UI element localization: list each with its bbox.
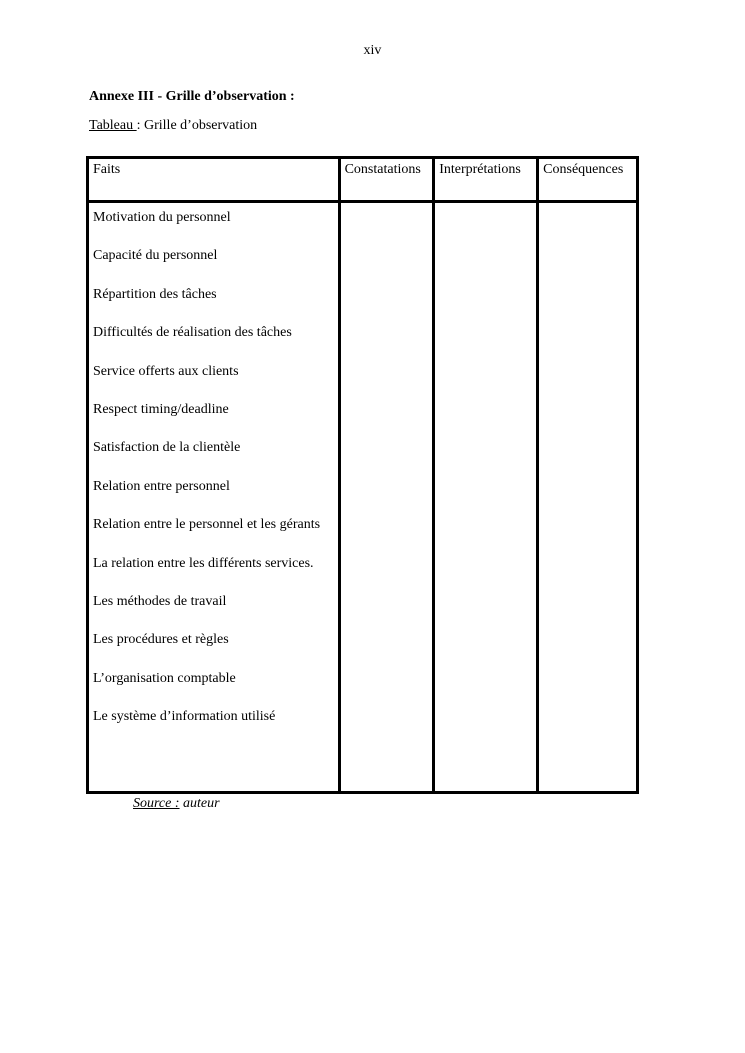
- source-label: Source :: [133, 796, 180, 811]
- source-line: [133, 796, 220, 812]
- header-faits: Faits: [88, 158, 340, 202]
- table-caption-label: Tableau: [89, 118, 137, 133]
- table-caption-text: : Grille d’observation: [136, 118, 258, 133]
- fact-item: Motivation du personnel: [93, 210, 231, 225]
- constatations-cell: [339, 202, 434, 793]
- header-interpretations: Interprétations: [434, 158, 538, 202]
- observation-table: [86, 156, 639, 794]
- fact-item: Difficultés de réalisation des tâches: [93, 325, 292, 341]
- source-value: auteur: [179, 796, 220, 811]
- faits-cell: [88, 202, 340, 793]
- fact-item: Les procédures et règles: [93, 632, 229, 648]
- consequences-cell: [538, 202, 638, 793]
- fact-item: Service offerts aux clients: [93, 363, 239, 379]
- header-consequences: Conséquences: [538, 158, 638, 202]
- fact-item: La relation entre les différents services.: [93, 555, 314, 571]
- fact-item: Satisfaction de la clientèle: [93, 440, 241, 456]
- table-body-row: [88, 202, 638, 793]
- fact-item: L’organisation comptable: [93, 670, 236, 686]
- fact-item: Relation entre le personnel et les gérants: [93, 517, 321, 533]
- annex-title: Annexe III - Grille d’observation :: [89, 89, 295, 104]
- interpretations-cell: [434, 202, 538, 793]
- fact-item: Capacité du personnel: [93, 248, 218, 264]
- fact-item: Répartition des tâches: [93, 286, 217, 302]
- table-caption: [89, 118, 257, 134]
- fact-item: Respect timing/deadline: [93, 401, 229, 417]
- header-constatations: Constatations: [339, 158, 434, 202]
- table-header-row: [88, 158, 638, 202]
- page-number: xiv: [363, 43, 382, 58]
- fact-item: Relation entre personnel: [93, 478, 230, 494]
- fact-item: Les méthodes de travail: [93, 593, 227, 609]
- fact-item: Le système d’information utilisé: [93, 709, 276, 725]
